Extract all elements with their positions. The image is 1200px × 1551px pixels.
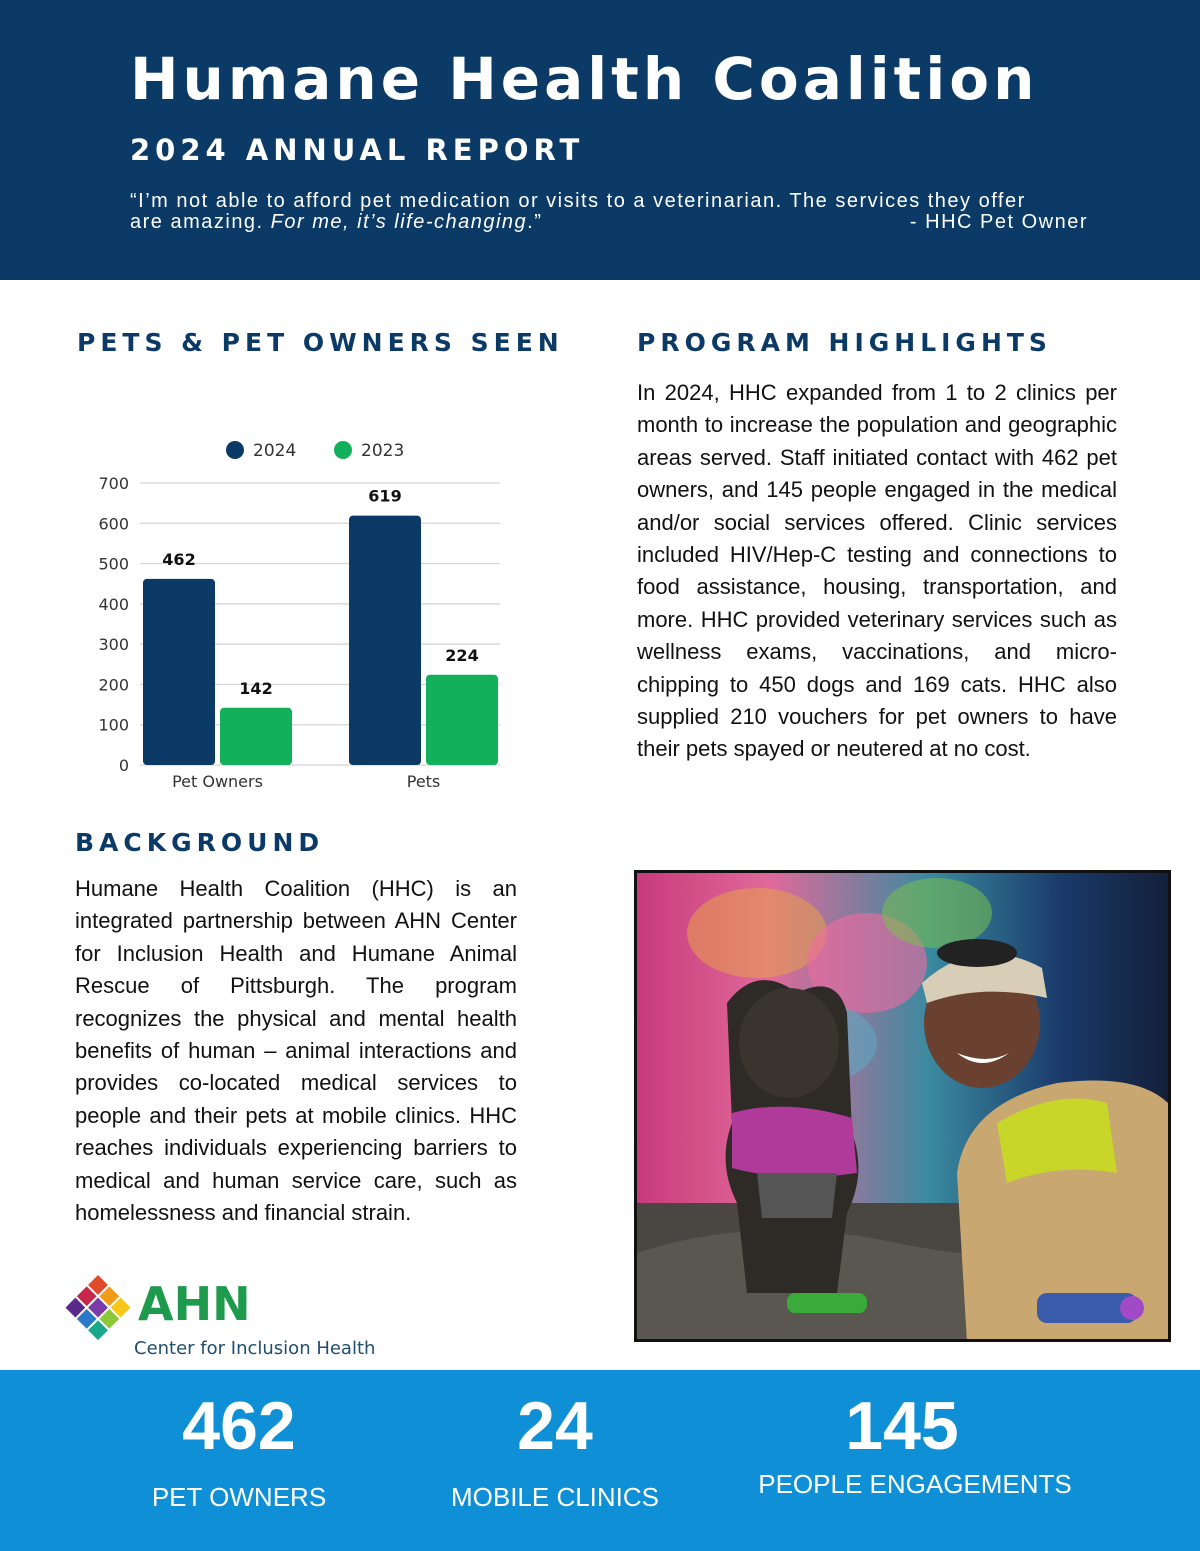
y-tick-label: 0 — [118, 756, 129, 775]
data-label: 462 — [162, 549, 196, 569]
stat-mobile-clinics-value: 24 — [517, 1388, 593, 1464]
x-category-label: Pet Owners — [172, 772, 263, 791]
bar — [143, 579, 215, 765]
legend-label: 2023 — [361, 441, 405, 461]
testimonial-quote — [130, 191, 1090, 233]
x-category-label: Pets — [406, 772, 441, 791]
ahn-logo — [62, 1272, 402, 1364]
y-tick-label: 200 — [98, 675, 129, 695]
stat-pet-owners-label: PET OWNERS — [151, 1482, 327, 1512]
y-tick-label: 600 — [98, 514, 129, 534]
stat-mobile-clinics-label: MOBILE CLINICS — [450, 1482, 660, 1512]
y-tick-label: 100 — [98, 715, 129, 735]
bar — [220, 708, 292, 765]
highlights-body: In 2024, HHC expanded from 1 to 2 clinics per month to increase the population and geographic areas served. Staff initiated contact with 462 pet owners, and 145 people engaged in the medical and/or social services offered. Clinic services included HIV/Hep-C testing and connections to food assistance, housing, transportation, and more. HHC provided veterinary services such as wellness exams, vaccinations, and micro-chipping to 450 dogs and 169 cats. HHC also supplied 210 vouchers for pet owners to have their pets spayed or neutered at no cost. — [637, 380, 1117, 762]
highlights-heading: PROGRAM HIGHLIGHTS — [637, 328, 1052, 357]
report-header — [0, 0, 1200, 280]
stat-people-engagements-value: 145 — [845, 1388, 959, 1464]
pets-bar-chart — [75, 425, 515, 810]
quote-line-2-end: .” — [527, 211, 543, 233]
bar — [426, 675, 498, 765]
data-label: 142 — [239, 678, 273, 698]
quote-line-1: “I’m not able to afford pet medication or visits to a veterinarian. The services they offer — [130, 190, 1026, 212]
chart-canvas — [75, 425, 515, 810]
ahn-logo-mark — [62, 1274, 134, 1344]
report-subtitle: 2024 ANNUAL REPORT — [130, 133, 585, 167]
data-label: 619 — [368, 486, 402, 506]
ahn-wordmark: AHN — [138, 1277, 251, 1331]
report-title: Humane Health Coalition — [130, 45, 1039, 113]
legend-marker — [334, 441, 352, 459]
y-tick-label: 300 — [98, 635, 129, 655]
y-tick-label: 400 — [98, 594, 129, 614]
photo-illustration — [637, 873, 1168, 1339]
quote-emphasis: For me, it’s life-changing — [270, 211, 528, 233]
data-label: 224 — [445, 645, 479, 665]
background-heading: BACKGROUND — [75, 828, 325, 857]
y-tick-label: 700 — [98, 474, 129, 493]
bar — [349, 516, 421, 765]
pets-section-heading: PETS & PET OWNERS SEEN — [77, 328, 564, 357]
quote-attribution: - HHC Pet Owner — [909, 211, 1088, 233]
legend-label: 2024 — [253, 441, 297, 461]
background-body: Humane Health Coalition (HHC) is an integrated partnership between AHN Center for Inclusion Health and Humane Animal Rescue of Pittsburgh. The program recognizes the physical and mental health benefits of human – animal interactions and provides co-located medical services to people and their pets at mobile clinics. HHC reaches individuals experiencing barriers to medical and human service care, such as homelessness and financial strain. — [75, 876, 517, 1226]
stat-people-engagements-label: PEOPLE ENGAGEMENTS — [758, 1469, 1072, 1499]
quote-line-2-start: are amazing. — [130, 211, 271, 233]
clinic-photo — [634, 870, 1171, 1342]
ahn-logo-subtitle: Center for Inclusion Health — [134, 1338, 376, 1359]
legend-marker — [226, 441, 244, 459]
y-tick-label: 500 — [98, 554, 129, 574]
stats-band — [0, 1370, 1200, 1551]
stat-pet-owners-value: 462 — [182, 1388, 296, 1464]
